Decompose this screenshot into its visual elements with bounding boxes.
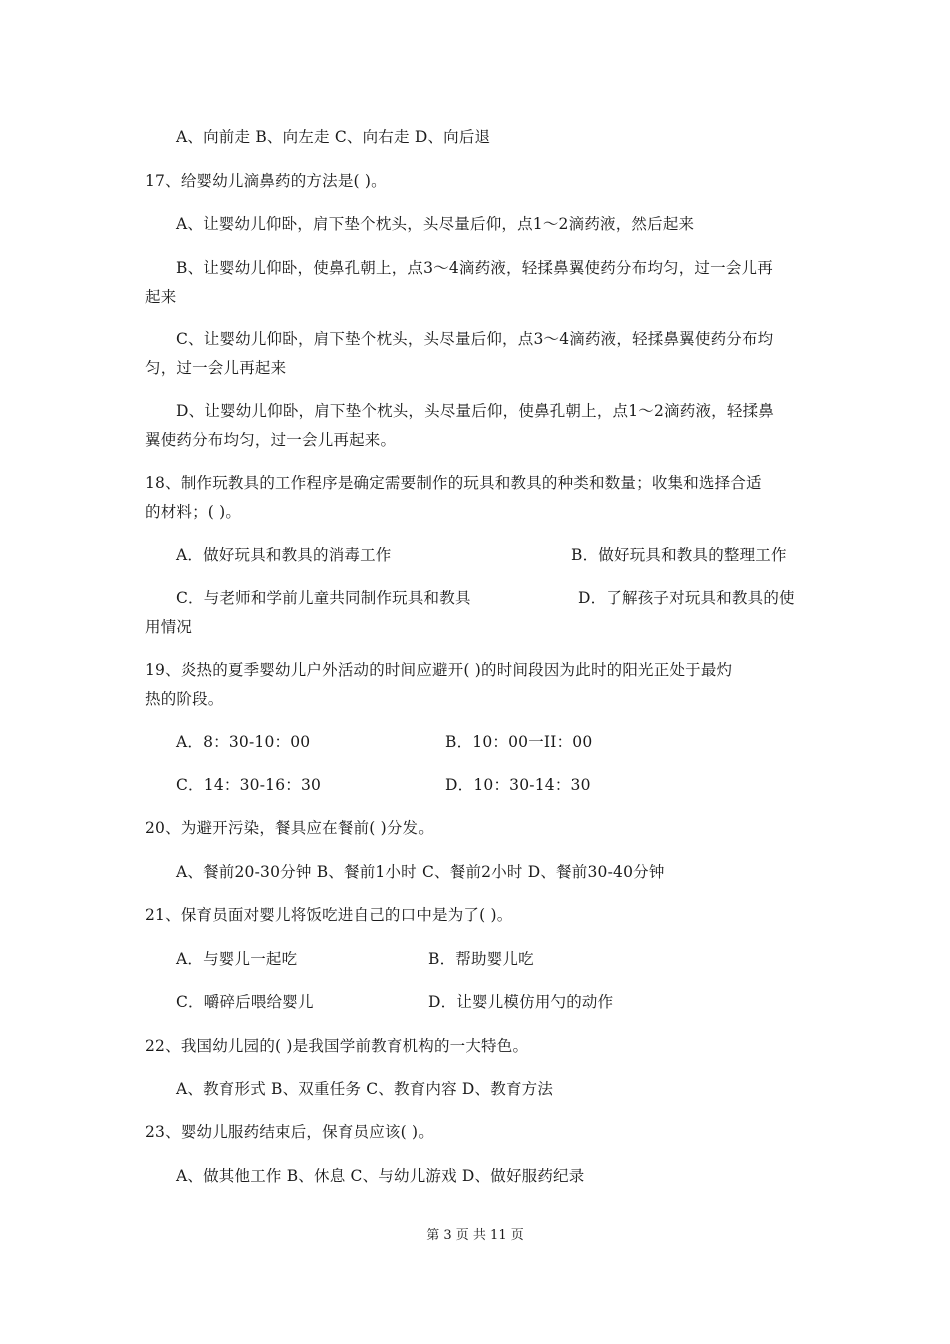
q19-option-c: C．14：30-16：30 — [176, 776, 322, 794]
q20-options: A、餐前20-30分钟 B、餐前1小时 C、餐前2小时 D、餐前30-40分钟 — [176, 863, 665, 881]
q18-option-c: C．与老师和学前儿童共同制作玩具和教具 — [176, 589, 471, 607]
q22-options: A、教育形式 B、双重任务 C、教育内容 D、教育方法 — [176, 1080, 554, 1098]
q19-stem-line1: 19、炎热的夏季婴幼儿户外活动的时间应避开( )的时间段因为此时的阳光正处于最灼 — [145, 661, 733, 679]
q22-stem: 22、我国幼儿园的( )是我国学前教育机构的一大特色。 — [145, 1037, 529, 1055]
q21-option-c: C．嚼碎后喂给婴儿 — [176, 993, 314, 1011]
q23-stem: 23、婴幼儿服药结束后，保育员应该( )。 — [145, 1123, 434, 1141]
q19-option-b: B．10：00一II：00 — [445, 733, 593, 751]
page-number-footer: 第 3 页 共 11 页 — [426, 1228, 524, 1243]
q21-option-a: A．与婴儿一起吃 — [176, 950, 298, 968]
q19-option-d: D．10：30-14：30 — [445, 776, 591, 794]
q17-option-c-line1: C、让婴幼儿仰卧，肩下垫个枕头，头尽量后仰，点3～4滴药液，轻揉鼻翼使药分布均 — [176, 330, 774, 348]
q21-option-b: B．帮助婴儿吃 — [428, 950, 534, 968]
q17-option-d-line1: D、让婴幼儿仰卧，肩下垫个枕头，头尽量后仰，使鼻孔朝上，点1～2滴药液，轻揉鼻 — [176, 402, 774, 420]
q18-option-a: A．做好玩具和教具的消毒工作 — [176, 546, 392, 564]
q21-option-d: D．让婴儿模仿用勺的动作 — [428, 993, 614, 1011]
q17-option-c-line2: 匀，过一会儿再起来 — [145, 359, 287, 377]
q20-stem: 20、为避开污染，餐具应在餐前( )分发。 — [145, 819, 434, 837]
q18-stem-line2: 的材料；( )。 — [145, 503, 242, 521]
q18-stem-line1: 18、制作玩教具的工作程序是确定需要制作的玩具和教具的种类和数量；收集和选择合适 — [145, 474, 762, 492]
q19-option-a: A．8：30-10：00 — [176, 733, 311, 751]
q17-option-d-line2: 翼使药分布均匀，过一会儿再起来。 — [145, 431, 397, 449]
q17-option-b-line2: 起来 — [145, 288, 177, 306]
q23-options: A、做其他工作 B、休息 C、与幼儿游戏 D、做好服药纪录 — [176, 1167, 585, 1185]
q17-option-a: A、让婴幼儿仰卧，肩下垫个枕头，头尽量后仰，点1～2滴药液，然后起来 — [176, 215, 695, 233]
q18-option-d-line1: D．了解孩子对玩具和教具的使 — [578, 589, 795, 607]
q19-stem-line2: 热的阶段。 — [145, 690, 224, 708]
q18-option-b: B．做好玩具和教具的整理工作 — [571, 546, 787, 564]
q17-stem: 17、给婴幼儿滴鼻药的方法是( )。 — [145, 172, 387, 190]
q17-option-b-line1: B、让婴幼儿仰卧，使鼻孔朝上，点3～4滴药液，轻揉鼻翼使药分布均匀，过一会儿再 — [176, 259, 773, 277]
q18-option-d-line2: 用情况 — [145, 618, 193, 636]
q16-options: A、向前走 B、向左走 C、向右走 D、向后退 — [176, 128, 491, 146]
q21-stem: 21、保育员面对婴儿将饭吃进自己的口中是为了( )。 — [145, 906, 513, 924]
